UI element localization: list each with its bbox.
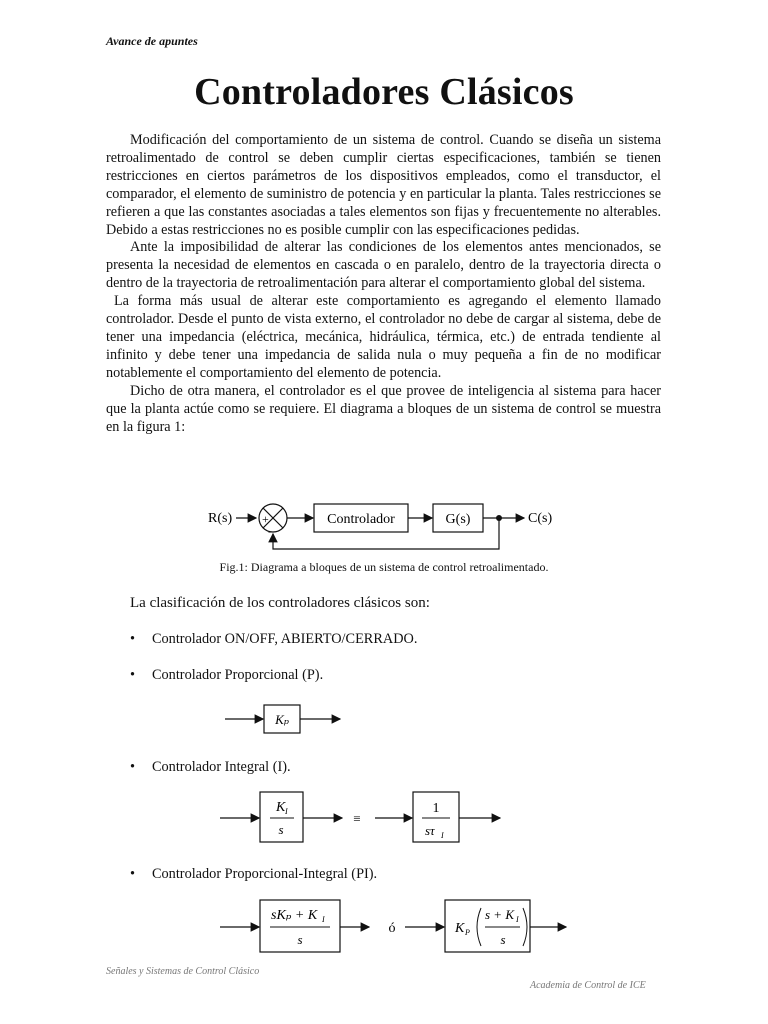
paragraph-1: Modificación del comportamiento de un sistema de control. Cuando se diseña un sistema retroalimentado de control se deben cumplir ciertas especificaciones, también se tienen restricciones en ciertos parámetros de los dispositivos empleados, como el transductor, el comparador, el elemento de suministro de potencia y en particular la planta. Tales restricciones se refieren a que las constantes asociadas a tales elementos son fijas y frecuentemente no alterables. Debido a estas restricciones no es posible cumplir con las especificaciones pedidas. [106, 132, 661, 238]
i-alt-num: 1 [432, 801, 440, 816]
output-label: C(s) [528, 511, 553, 526]
pi-alt-k: K [455, 921, 465, 936]
i-controller-diagram [0, 785, 768, 845]
pi-controller-diagram [0, 895, 768, 960]
bullet-dot: • [130, 631, 136, 647]
pi-alt-den: s [500, 932, 506, 947]
bullet-p [130, 667, 323, 684]
pi-num-sub: I [322, 915, 325, 924]
pi-alt-num-sub: I [516, 915, 519, 924]
i-alt-block [413, 792, 459, 842]
bullet-dot: • [130, 866, 136, 882]
bullet-dot: • [130, 667, 136, 683]
plus-sign: + [262, 512, 269, 526]
paragraph-3: La forma más usual de alterar este comportamiento es agregando el elemento llamado controlador. Desde el punto de vista externo, el controlador no debe de cargar al sistema, debe de tener una impedancia (eléctrica, mecánica, hidráulica, térmica, etc.) de entrada tendiente al infinito y debe tener una impedancia de salida nula o muy pequeña a fin de no modificar notablemente el comportamiento del elemento de potencia. [106, 293, 661, 381]
bullet-dot: • [130, 759, 136, 775]
page-title: Controladores Clásicos [194, 71, 574, 113]
bullet-i-text: Controlador Integral (I). [152, 759, 291, 775]
body-text [106, 132, 661, 436]
i-den-s: s [278, 822, 284, 837]
footer-right: Academia de Control de ICE [530, 980, 646, 991]
p-controller-diagram [0, 700, 768, 740]
pi-alt-num: s + K [485, 907, 515, 922]
equiv-symbol: ≡ [353, 811, 361, 826]
i-alt-den-sub: I [441, 831, 444, 840]
i-num-k: K [276, 800, 286, 815]
minus-sign: - [268, 524, 272, 538]
or-label: ó [388, 921, 396, 936]
classification-intro: La clasificación de los controladores clásicos son: [130, 595, 430, 611]
figure-caption: Fig.1: Diagrama a bloques de un sistema de control retroalimentado. [219, 560, 549, 574]
pi-alt-k-sub: P [465, 928, 470, 937]
footer-left: Señales y Sistemas de Control Clásico [106, 966, 260, 977]
pi-num: sKₚ + K [271, 908, 318, 923]
bullet-i [130, 759, 291, 776]
bullet-onoff-text: Controlador ON/OFF, ABIERTO/CERRADO. [152, 631, 418, 647]
input-label: R(s) [208, 511, 233, 526]
controller-label: Controlador [327, 512, 395, 527]
bullet-pi-text: Controlador Proporcional-Integral (PI). [152, 866, 378, 882]
p-block-label: Kₚ [275, 712, 289, 727]
i-num-sub: I [285, 807, 288, 816]
i-alt-den: sτ [425, 823, 435, 838]
bullet-p-text: Controlador Proporcional (P). [152, 667, 324, 683]
paragraph-2: Ante la imposibilidad de alterar las condiciones de los elementos antes mencionados, se presenta la necesidad de elementos en cascada o en paralelo, dentro de la trayectoria directa o dentro de la trayectoria de retroalimentación para alterar el comportamiento global del sistema. [106, 239, 661, 292]
bullet-onoff [130, 631, 417, 648]
block-diagram-figure1 [0, 490, 768, 560]
plant-label: G(s) [445, 512, 471, 527]
bullet-pi [130, 866, 377, 883]
paragraph-4: Dicho de otra manera, el controlador es el que provee de inteligencia al sistema para hacer que la planta actúe como se requiere. El diagrama a bloques de un sistema de control se muestra en la figura 1: [106, 382, 661, 435]
pi-den: s [297, 932, 303, 947]
header-note: Avance de apuntes [106, 34, 198, 48]
